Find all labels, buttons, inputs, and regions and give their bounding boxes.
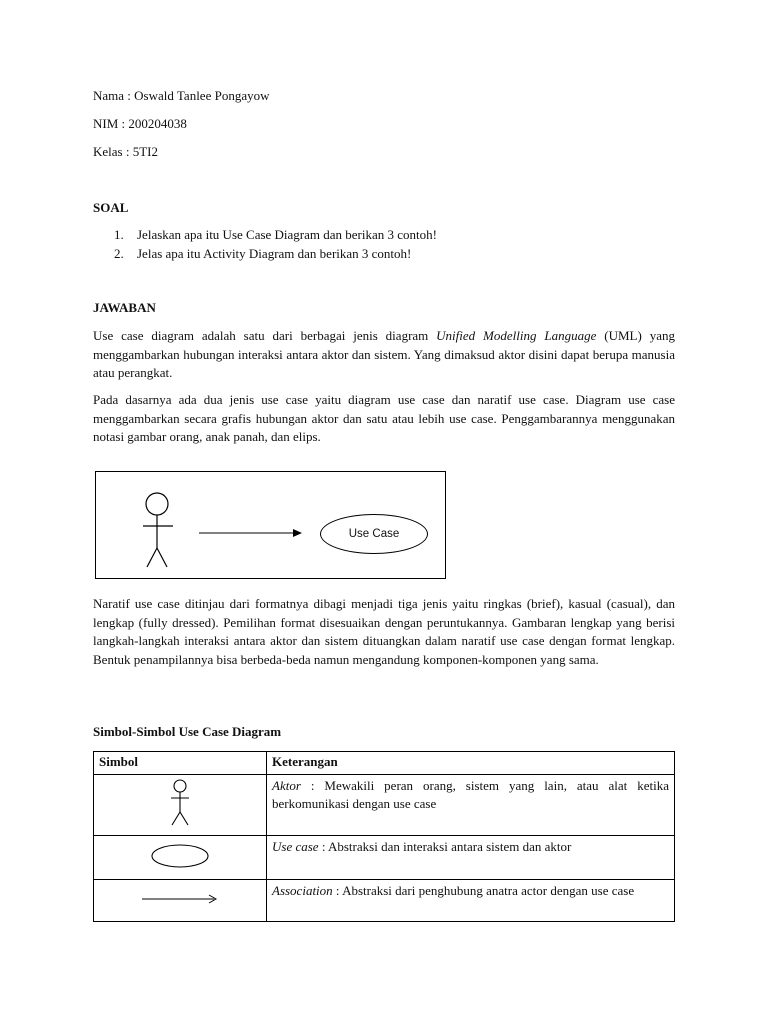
answer-paragraph-2: Pada dasarnya ada dua jenis use case yaitu diagram use case dan naratif use case. Diagram use case menggambarkan secara grafis hubungan aktor dan satu atau lebih use case. Penggambarannya menggunakan notasi gambar orang, anak panah, dan elips. bbox=[93, 392, 675, 444]
header-simbol: Simbol bbox=[94, 752, 267, 775]
answer-paragraph-3: Naratif use case ditinjau dari formatnya dibagi menjadi tiga jenis yaitu ringkas (brief), kasual (casual), dan lengkap (fully dressed). Pemilihan format disesuaikan dengan peruntukannya. Gambaran lengkap yang berisi langkah-langkah interaksi antara aktor dan sistem dituangkan dalam naratif use case dengan format lengkap. Bentuk penampilannya bisa berbeda-beda namun mengandung komponen-komponen yang sama. bbox=[93, 596, 675, 667]
student-class: Kelas : 5TI2 bbox=[93, 144, 158, 159]
student-name: Nama : Oswald Tanlee Pongayow bbox=[93, 88, 270, 103]
table-row bbox=[94, 880, 675, 922]
symbols-table bbox=[93, 751, 675, 922]
symbol-cell bbox=[94, 836, 267, 880]
arrow-icon bbox=[140, 892, 220, 906]
symbol-cell bbox=[94, 775, 267, 836]
student-nim: NIM : 200204038 bbox=[93, 116, 187, 131]
use-case-ellipse bbox=[320, 514, 428, 554]
actor-figure bbox=[143, 493, 173, 567]
actor-left-leg bbox=[147, 548, 157, 567]
question-list bbox=[93, 226, 437, 263]
description-cell: Use case : Abstraksi dan interaksi antara sistem dan aktor bbox=[267, 836, 675, 880]
symbol-cell bbox=[94, 880, 267, 922]
table-row bbox=[94, 775, 675, 836]
ellipse-icon bbox=[150, 843, 210, 869]
table-header-row bbox=[94, 752, 675, 775]
soal-heading: SOAL bbox=[93, 200, 129, 215]
actor-right-leg bbox=[157, 548, 167, 567]
association-arrow bbox=[199, 529, 302, 537]
header-keterangan: Keterangan bbox=[267, 752, 675, 775]
symbols-heading: Simbol-Simbol Use Case Diagram bbox=[93, 724, 282, 739]
answer-paragraph-1: Use case diagram adalah satu dari berbagai jenis diagram Unified Modelling Language (UML) yang menggambarkan hubungan interaksi antara aktor dan sistem. Yang dimaksud aktor disini dapat berupa manusia atau perangkat. bbox=[93, 328, 675, 380]
description-cell: Aktor : Mewakili peran orang, sistem yang lain, atau alat ketika berkomunikasi dengan use case bbox=[267, 775, 675, 836]
use-case-label: Use Case bbox=[348, 528, 400, 540]
question-item: 2. Jelas apa itu Activity Diagram dan berikan 3 contoh! bbox=[114, 245, 412, 261]
use-case-diagram bbox=[95, 471, 446, 579]
question-item: 1. Jelaskan apa itu Use Case Diagram dan berikan 3 contoh! bbox=[114, 227, 437, 242]
actor-icon bbox=[168, 778, 192, 828]
jawaban-heading: JAWABAN bbox=[93, 300, 156, 315]
actor-head bbox=[146, 493, 168, 515]
table-row bbox=[94, 836, 675, 880]
description-cell: Association : Abstraksi dari penghubung anatra actor dengan use case bbox=[267, 880, 675, 922]
